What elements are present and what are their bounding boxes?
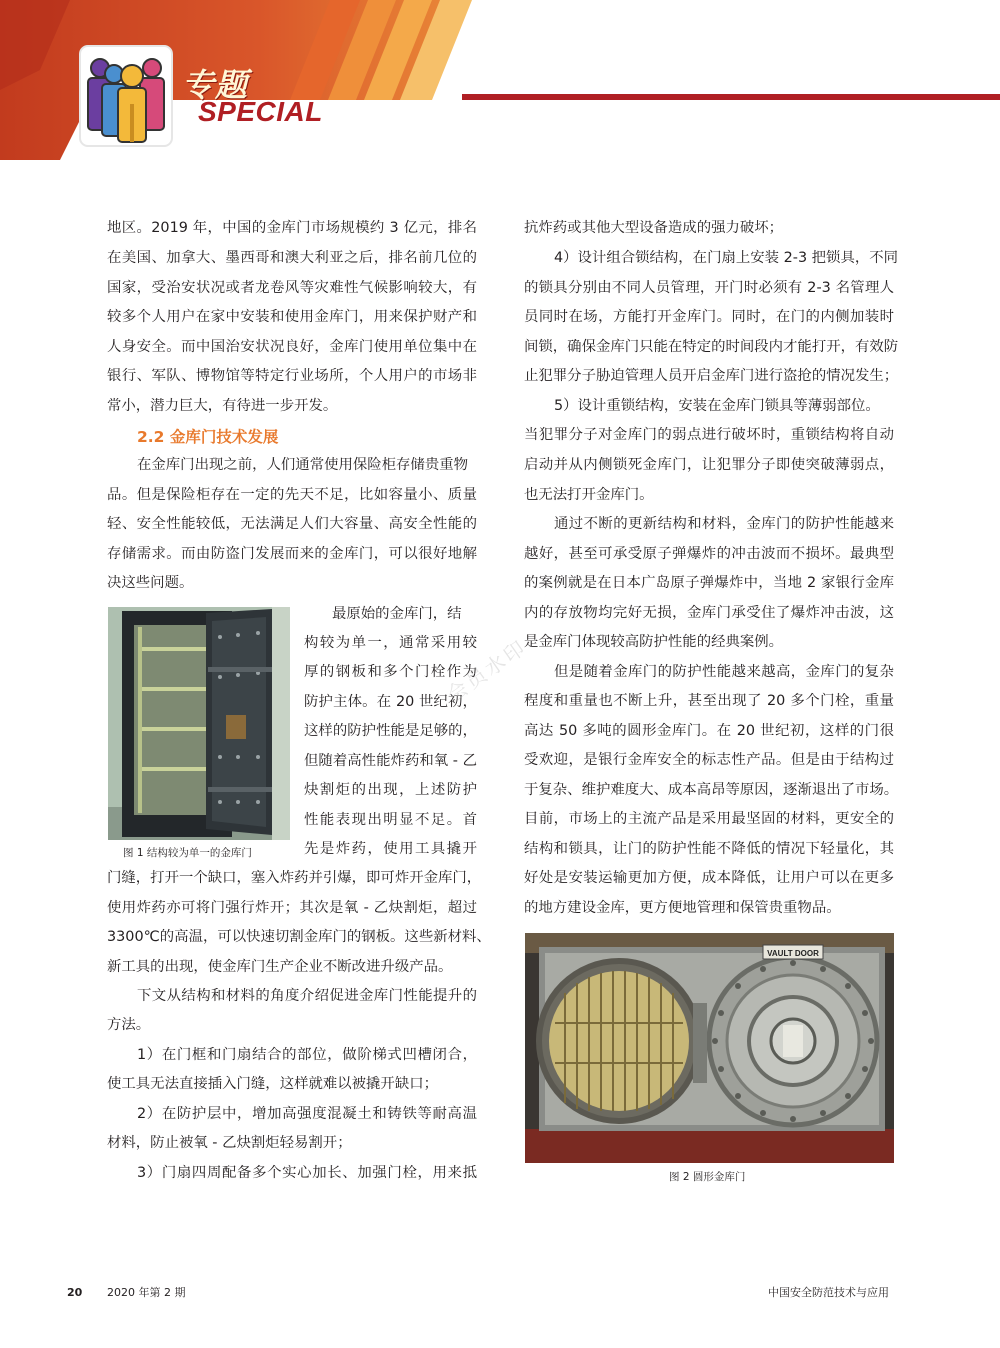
text-line: 越好，甚至可承受原子弹爆炸的冲击波而不损坏。最典型 (524, 546, 894, 562)
figure-1-vault-door-image (108, 607, 290, 840)
text-line: 但是随着金库门的防护性能越来越高，金库门的复杂 (554, 664, 894, 680)
text-line: 较多个人用户在家中安装和使用金库门，用来保护财产和 (107, 309, 477, 325)
text-line: 性能表现出明显不足。首 (304, 812, 477, 828)
text-line: 止犯罪分子胁迫管理人员开启金库门进行盗抢的情况发生； (524, 368, 899, 384)
text-line: 存储需求。而由防盗门发展而来的金库门，可以很好地解 (107, 546, 477, 562)
text-line: 4）设计组合锁结构，在门扇上安装 2-3 把锁具，不同 (554, 250, 899, 266)
section-heading: 2.2 金库门技术发展 (137, 428, 279, 446)
page-number: 20 (67, 1286, 83, 1299)
text-line: 构较为单一，通常采用较 (304, 635, 477, 651)
text-line: 先是炸药，使用工具撬开 (304, 841, 477, 857)
text-line: 但随着高性能炸药和氧 - 乙 (304, 753, 477, 769)
text-line: 抗炸药或其他大型设备造成的强力破坏； (524, 220, 784, 236)
text-line: 最原始的金库门，结 (332, 606, 462, 622)
header-rule (462, 94, 1000, 100)
text-line: 常小，潜力巨大，有待进一步开发。 (107, 398, 338, 414)
text-line: 国家，受治安状况或者龙卷风等灾难性气候影响较大，有 (107, 280, 477, 296)
text-line: 结构和锁具，让门的防护性能不降低的情况下轻量化，其 (524, 841, 894, 857)
section-title-en: SPECIAL (198, 96, 323, 127)
text-line: 炔割炬的出现，上述防护 (304, 782, 477, 798)
text-line: 当犯罪分子对金库门的弱点进行破坏时，重锁结构将自动 (524, 427, 894, 443)
figure-2-caption: 图 2 圆形金库门 (669, 1171, 746, 1183)
text-line: 品。但是保险柜存在一定的先天不足，比如容量小、质量 (107, 487, 477, 503)
text-line: 地区。2019 年，中国的金库门市场规模约 3 亿元，排名 (107, 220, 477, 236)
text-line: 2）在防护层中，增加高强度混凝土和铸铁等耐高温 (137, 1106, 477, 1122)
text-line: 在金库门出现之前，人们通常使用保险柜存储贵重物 (137, 457, 468, 473)
text-line: 材料，防止被氧 - 乙炔割炬轻易割开； (107, 1135, 352, 1151)
text-line: 于复杂、维护难度大、成本高昂等原因，逐渐退出了市场。 (524, 782, 899, 798)
watermark-text: 会员水印 (442, 634, 532, 707)
text-line: 这样的防护性能是足够的， (304, 723, 477, 739)
text-line: 高达 50 多吨的圆形金库门。在 20 世纪初，这样的门很 (524, 723, 894, 739)
text-line: 间锁，确保金库门只能在特定的时间段内才能打开，有效防 (524, 339, 899, 355)
text-line: 受欢迎，是银行金库安全的标志性产品。但是由于结构过 (524, 752, 894, 768)
text-line: 目前，市场上的主流产品是采用最坚固的材料，更安全的 (524, 811, 894, 827)
text-line: 的案例就是在日本广岛原子弹爆炸中，当地 2 家银行金库 (524, 575, 894, 591)
text-line: 银行、军队、博物馆等特定行业场所，个人用户的市场非 (107, 368, 477, 384)
text-line: 5）设计重锁结构，安装在金库门锁具等薄弱部位。 (554, 398, 880, 414)
text-line: 也无法打开金库门。 (524, 487, 654, 503)
text-line: 3300℃的高温，可以快速切割金库门的钢板。这些新材料、 (107, 929, 491, 945)
text-line: 程度和重量也不断上升，甚至出现了 20 多个门栓，重量 (524, 693, 894, 709)
figure-2-round-vault-image (525, 933, 894, 1163)
text-line: 内的存放物均完好无损，金库门承受住了爆炸冲击波，这 (524, 605, 894, 621)
section-title-cn: 专题 (182, 66, 249, 104)
people-logo-icon (78, 44, 174, 148)
text-line: 新工具的出现，使金库门生产企业不断改进升级产品。 (107, 959, 453, 975)
text-line: 轻、安全性能较低，无法满足人们大容量、高安全性能的 (107, 516, 477, 532)
text-line: 使工具无法直接插入门缝，这样就难以被撬开缺口； (107, 1076, 438, 1092)
text-line: 下文从结构和材料的角度介绍促进金库门性能提升的 (137, 988, 477, 1004)
text-line: 决这些问题。 (107, 575, 194, 591)
text-line: 1）在门框和门扇结合的部位，做阶梯式凹槽闭合， (137, 1047, 477, 1063)
journal-name: 中国安全防范技术与应用 (768, 1286, 889, 1299)
text-line: 的锁具分别由不同人员管理，开门时必须有 2-3 名管理人 (524, 280, 894, 296)
text-line: 在美国、加拿大、墨西哥和澳大利亚之后，排名前几位的 (107, 250, 477, 266)
header-banner (0, 0, 1000, 160)
text-line: 厚的钢板和多个门栓作为 (304, 664, 477, 680)
vault-door-sign: VAULT DOOR (767, 949, 819, 958)
text-line: 的地方建设金库，更方便地管理和保管贵重物品。 (524, 900, 841, 916)
text-line: 是金库门体现较高防护性能的经典案例。 (524, 634, 784, 650)
text-line: 防护主体。在 20 世纪初， (304, 694, 477, 710)
text-line: 员同时在场，方能打开金库门。同时，在门的内侧加装时 (524, 309, 894, 325)
text-line: 3）门扇四周配备多个实心加长、加强门栓，用来抵 (137, 1165, 477, 1181)
text-line: 启动并从内侧锁死金库门，让犯罪分子即使突破薄弱点， (524, 457, 894, 473)
text-line: 门缝，打开一个缺口，塞入炸药并引爆，即可炸开金库门， (107, 870, 482, 886)
text-line: 方法。 (107, 1017, 151, 1033)
text-line: 人身安全。而中国治安状况良好，金库门使用单位集中在 (107, 339, 477, 355)
text-line: 好处是安装运输更加方便，成本降低，让用户可以在更多 (524, 870, 894, 886)
figure-1-caption: 图 1 结构较为单一的金库门 (123, 847, 252, 859)
text-line: 通过不断的更新结构和材料，金库门的防护性能越来 (554, 516, 894, 532)
text-line: 使用炸药亦可将门强行炸开；其次是氧 - 乙炔割炬，超过 (107, 900, 477, 916)
issue-label: 2020 年第 2 期 (107, 1286, 186, 1299)
